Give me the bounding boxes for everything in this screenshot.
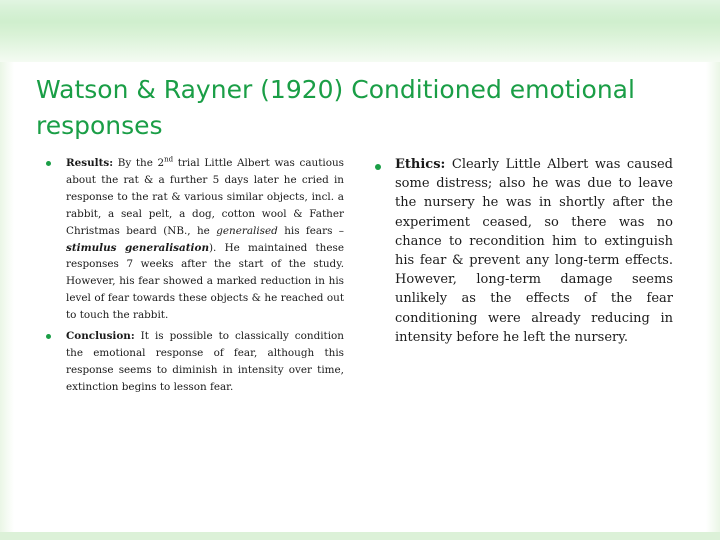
conclusion-paragraph xyxy=(66,328,344,396)
frame-right xyxy=(706,62,720,540)
slide-title: Watson & Rayner (1920) Conditioned emotional responses xyxy=(36,75,635,140)
results-text-1: By the 2 xyxy=(113,157,165,169)
header-sheen xyxy=(0,0,720,22)
ethics-paragraph xyxy=(395,155,673,347)
bullet-dot xyxy=(46,334,51,339)
results-stimulus-generalisation: stimulus generalisation xyxy=(66,241,209,254)
frame-left xyxy=(0,62,14,540)
bullet-dot xyxy=(46,161,51,166)
ethics-lead: Ethics: xyxy=(395,157,446,172)
ethics-text: Clearly Little Albert was caused some distress; also he was due to leave the nursery he was in shortly after the experiment ceased, so there was no chance to recondition him to extinguish his fear & prevent any long-term effects. However, long-term damage seems unlikely as the effects of the fear conditioning were already reducing in intensity before he left the nursery. xyxy=(395,157,673,345)
results-superscript: nd xyxy=(164,155,174,164)
results-text-3: his fears – xyxy=(277,224,345,237)
results-lead: Results: xyxy=(66,157,114,169)
conclusion-lead: Conclusion: xyxy=(66,330,135,343)
bullet-dot xyxy=(375,164,381,170)
right-column xyxy=(373,155,673,351)
bullet-results xyxy=(44,155,344,324)
bullet-ethics xyxy=(373,155,673,347)
conclusion-text: It is possible to classically condition the emotional response of fear, although this response seems to diminish in intensity over time, extinction begins to lesson fear. xyxy=(66,330,344,393)
results-italic-generalised: generalised xyxy=(216,224,278,237)
header-band xyxy=(0,0,720,62)
footer-band xyxy=(0,532,720,540)
results-text-4: ). He maintained these responses 7 weeks after the start of the study. However, his fear showed a marked reduction in his level of fear towards these objects & he reached out to touch the rabbit. xyxy=(66,241,344,322)
results-paragraph xyxy=(66,155,344,324)
bullet-conclusion xyxy=(44,328,344,396)
results-text-2: trial Little Albert was cautious about the rat & a further 5 days later he cried in response to the rat & various similar objects, incl. a rabbit, a seal pelt, a dog, cotton wool & Father Christmas beard (NB., he xyxy=(66,157,344,237)
left-column xyxy=(44,155,344,400)
